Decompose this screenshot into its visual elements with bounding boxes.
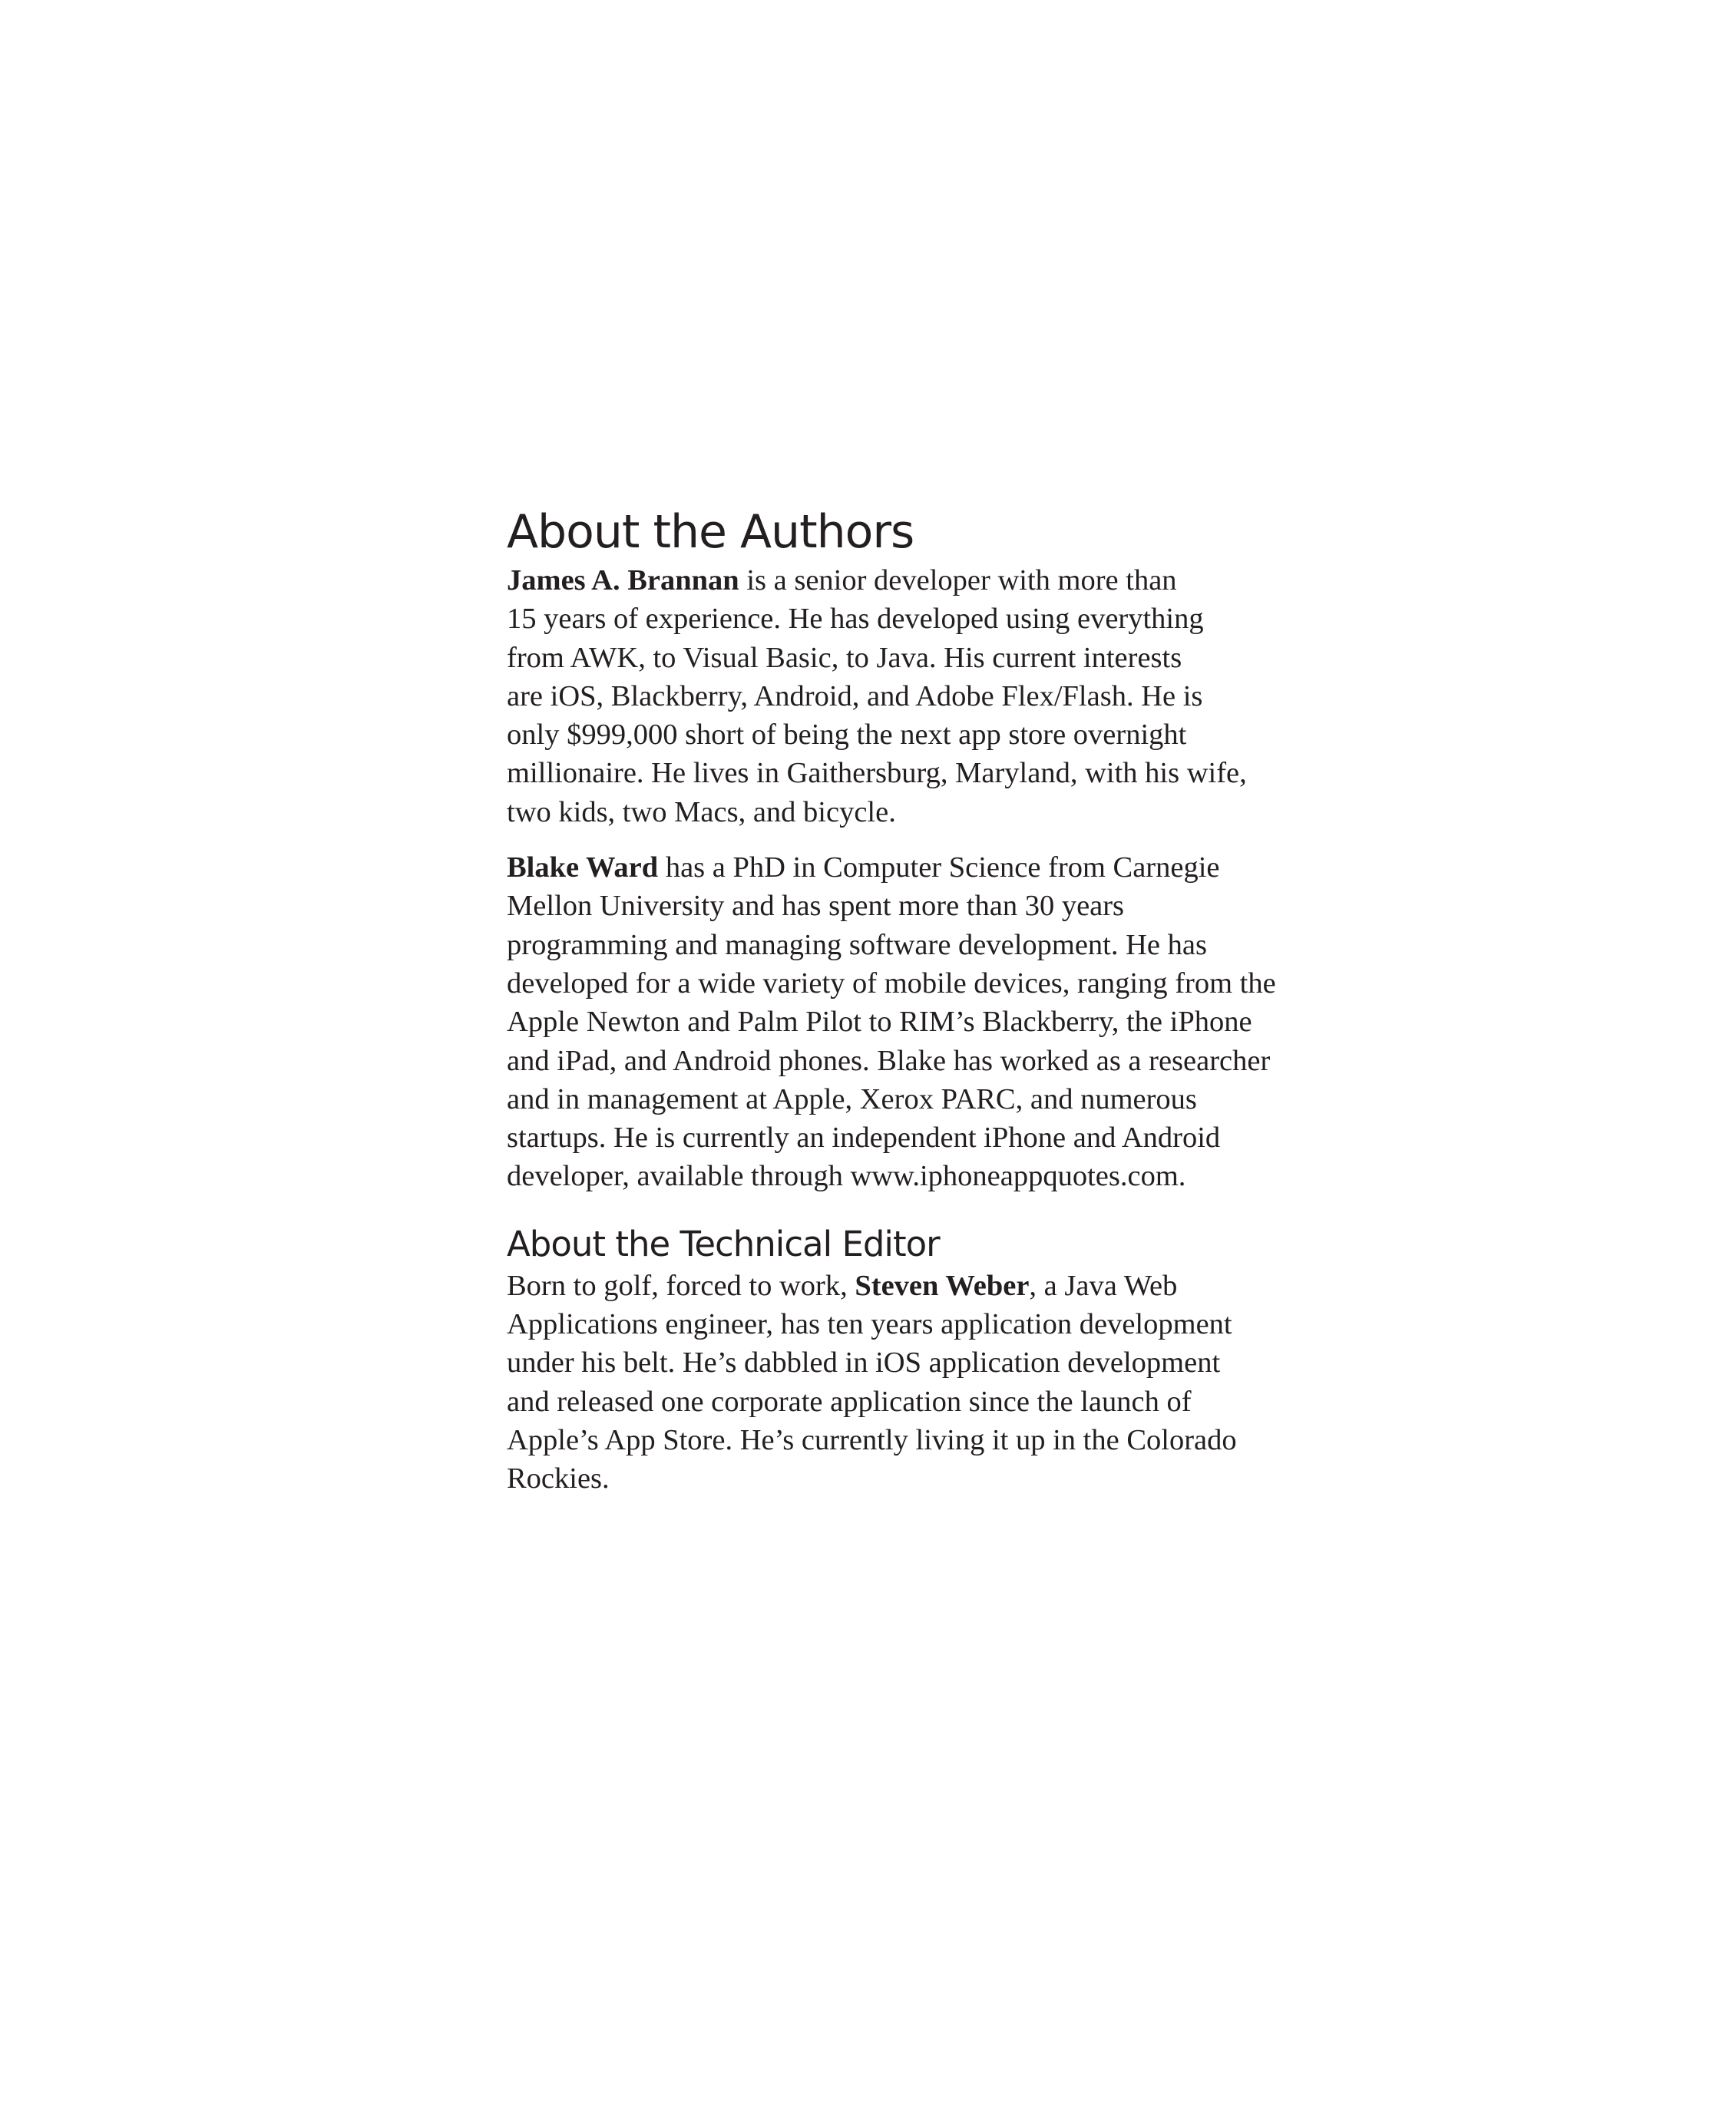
authors-heading: About the Authors [507,505,914,559]
bio-line: programming and managing software development. He has [507,928,1207,961]
editor-heading: About the Technical Editor [507,1223,940,1264]
bio-line: from AWK, to Visual Basic, to Java. His current interests [507,641,1182,674]
bio-line: two kids, two Macs, and bicycle. [507,795,896,828]
bio-line: and in management at Apple, Xerox PARC, and numerous [507,1082,1197,1115]
bio-line: Mellon University and has spent more than 30 years [507,890,1125,923]
bio-line: Blake Ward has a PhD in Computer Science from Carnegie [507,851,1220,884]
bio-line: Rockies. [507,1462,610,1495]
bio-blake-ward [507,848,1351,1196]
bio-line: developer, available through www.iphoneappquotes.com. [507,1160,1186,1193]
bio-james-brannan [507,561,1351,831]
bio-line: under his belt. He’s dabbled in iOS application development [507,1347,1221,1380]
author-name: James A. Brannan [507,564,739,596]
author-name: Blake Ward [507,851,659,884]
bio-line: are iOS, Blackberry, Android, and Adobe Flex/Flash. He is [507,679,1203,712]
bio-line: Born to golf, forced to work, Steven Weber, a Java Web [507,1269,1178,1302]
bio-line: and released one corporate application since the launch of [507,1385,1192,1418]
bio-steven-weber [507,1267,1351,1499]
about-content [507,503,1351,1499]
bio-line: millionaire. He lives in Gaithersburg, Maryland, with his wife, [507,757,1247,790]
bio-line: 15 years of experience. He has developed using everything [507,603,1204,636]
bio-line: and iPad, and Android phones. Blake has worked as a researcher [507,1044,1271,1077]
editor-name: Steven Weber [855,1269,1030,1302]
bio-line: Applications engineer, has ten years application development [507,1308,1232,1341]
bio-line: Apple’s App Store. He’s currently living it up in the Colorado [507,1423,1237,1456]
bio-line: startups. He is currently an independent iPhone and Android [507,1122,1221,1155]
bio-line: developed for a wide variety of mobile devices, ranging from the [507,967,1276,1000]
bio-line: James A. Brannan is a senior developer with more than [507,564,1177,596]
bio-line: Apple Newton and Palm Pilot to RIM’s Blackberry, the iPhone [507,1006,1252,1039]
bio-line: only $999,000 short of being the next app store overnight [507,719,1187,752]
